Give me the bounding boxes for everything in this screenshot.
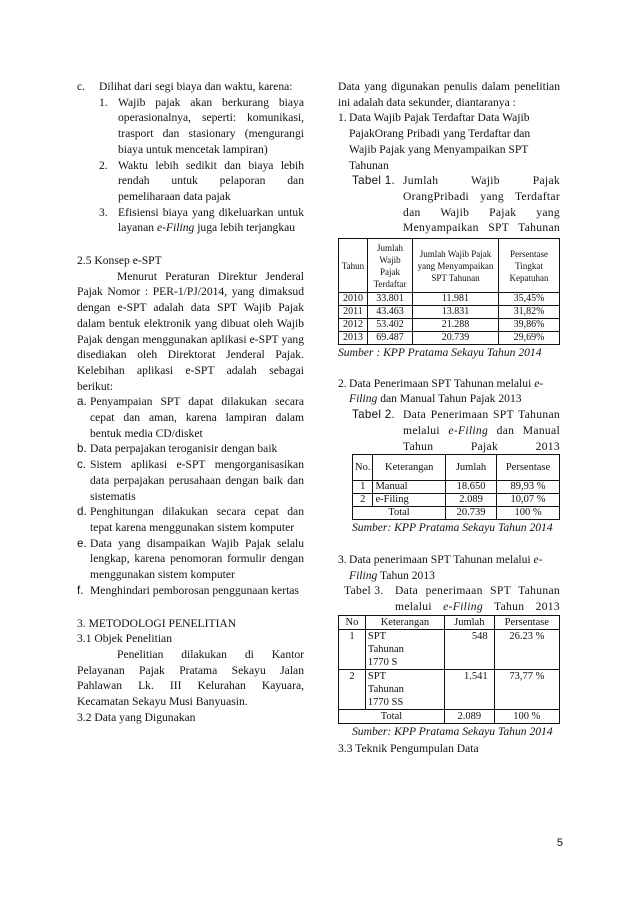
efiling-term: e-Filing (448, 423, 489, 437)
benefit-item (77, 504, 304, 535)
table-2-caption-part: Data Penerimaan SPT Tahunan melalui (403, 408, 560, 437)
table-cell: Manual (373, 481, 446, 494)
page-number: 5 (556, 837, 563, 849)
table-3-source: Sumber: KPP Pratama Sekayu Tahun 2014 (352, 724, 553, 738)
table-1-source: Sumber : KPP Pratama Sekayu Tahun 2014 (338, 346, 542, 360)
table-cell: 100 % (497, 507, 560, 520)
table-2 (352, 454, 560, 520)
table-cell: 2.089 (446, 494, 497, 507)
table-1-header: Jumlah Wajib Pajak yang Menyampaikan SPT Tahunan (413, 239, 499, 293)
benefit-item (77, 457, 304, 504)
left-column (77, 79, 304, 725)
data-item-3-text-part: Tahun 2013 (377, 568, 435, 582)
table-cell: 73,77 % (494, 669, 559, 709)
efiling-term: e-Filing (156, 221, 195, 235)
table-row (339, 669, 560, 709)
table-2-label: Tabel 2. (352, 408, 396, 422)
table-row (339, 319, 560, 332)
table-row (353, 481, 560, 494)
section-2-5-heading: 2.5 Konsep e-SPT (77, 254, 162, 268)
benefit-text: Penghitungan dilakukan secara cepat dan tepat karena menggunakan sistem komputer (90, 505, 304, 534)
table-cell: e-Filing (373, 494, 446, 507)
table-cell: 2010 (339, 293, 368, 306)
benefit-marker: b. (77, 442, 87, 456)
benefit-item (77, 536, 304, 583)
list-item-text-part: Efisiensi biaya yang dikeluarkan untuk layanan (118, 205, 304, 235)
data-item-3-text (349, 552, 560, 583)
table-cell: 2011 (339, 306, 368, 319)
list-item-text (118, 205, 304, 236)
data-item-1-text: Data Wajib Pajak Terdaftar Data Wajib PajakOrang Pribadi yang Terdaftar dan Wajib Pajak yang Menyampaikan SPT Tahunan (349, 111, 531, 172)
data-intro-paragraph: Data yang digunakan penulis dalam penelitian ini adalah data sekunder, diantaranya : (338, 80, 560, 109)
data-item-2-text-part: dan Manual Tahun Pajak 2013 (377, 392, 522, 406)
table-cell: 53.402 (368, 319, 413, 332)
table-cell: 20.739 (446, 507, 497, 520)
table-1 (338, 238, 560, 345)
list-item (99, 158, 304, 205)
table-2-caption-text (403, 407, 560, 454)
efiling-term: e-Filing (349, 552, 543, 582)
table-3-header: Jumlah (444, 615, 494, 629)
benefit-text: Data perpajakan teroganisir dengan baik (90, 442, 278, 456)
list-item-c (77, 79, 304, 236)
list-item-c-text: Dilihat dari segi biaya dan waktu, karena: (99, 80, 293, 93)
table-cell: 31,82% (499, 306, 560, 319)
section-2-5-paragraph: Menurut Peraturan Direktur Jenderal Pajak Nomor : PER-1/PJ/2014, yang dimaksud dengan e-SPT adalah data SPT Wajib Pajak dalam bentuk elektronik yang dibuat oleh Wajib Pajak dengan menggunakan aplikasi e-SPT yang disediakan oleh Direktorat Jenderal Pajak. Kelebihan aplikasi e-SPT adalah sebagai berikut: (77, 269, 304, 393)
benefit-item (77, 394, 304, 441)
table-cell: 11.981 (413, 293, 499, 306)
table-cell: 20.739 (413, 332, 499, 345)
table-1-header: Tahun (339, 239, 368, 293)
data-item-marker: 3. (338, 552, 347, 566)
table-3-header: Keterangan (365, 615, 444, 629)
table-3-caption-part: Tahun 2013 (482, 600, 560, 614)
data-item-2-text (349, 376, 560, 407)
table-cell: 18.650 (446, 481, 497, 494)
section-3-1-heading: 3.1 Objek Penelitian (77, 632, 172, 646)
table-3-label: Tabel 3. (344, 584, 384, 598)
table-row (353, 494, 560, 507)
section-3-1-paragraph: Penelitian dilakukan di Kantor Pelayanan Pajak Pratama Sekayu Jalan Pahlawan Lk. III Kelurahan Kayuara, Kecamatan Sekayu Musi Banyuasin. (77, 647, 304, 709)
table-cell: 2013 (339, 332, 368, 345)
table-cell: Total (353, 507, 446, 520)
table-cell: Total (339, 709, 445, 723)
table-1-caption (352, 173, 560, 236)
table-row (339, 332, 560, 345)
table-cell: 1 (353, 481, 373, 494)
table-row (339, 293, 560, 306)
table-2-header: Keterangan (373, 455, 446, 481)
list-number: 2. (99, 158, 108, 172)
benefit-marker: c. (77, 458, 87, 472)
table-cell: 2.089 (444, 709, 494, 723)
efiling-term: e-Filing (443, 600, 483, 614)
list-number: 3. (99, 205, 108, 219)
table-cell: 2 (339, 669, 366, 709)
table-cell: 2012 (339, 319, 368, 332)
table-cell: 10,07 % (497, 494, 560, 507)
right-column (338, 79, 560, 757)
table-cell: 43.463 (368, 306, 413, 319)
section-3-3-heading: 3.3 Teknik Pengumpulan Data (338, 742, 479, 756)
table-cell: 69.487 (368, 332, 413, 345)
table-cell: 548 (444, 629, 494, 669)
table-2-header: No. (353, 455, 373, 481)
table-2-caption-part: dan Manual Tahun Pajak 2013 (403, 423, 560, 453)
section-3-heading: 3. METODOLOGI PENELITIAN (77, 616, 237, 630)
table-cell: 35,45% (499, 293, 560, 306)
table-3-header: Persentase (494, 615, 559, 629)
table-cell: 13.831 (413, 306, 499, 319)
benefit-text: Sistem aplikasi e-SPT mengorganisasikan data perpajakan perusahaan dengan baik dan sistematis (90, 458, 304, 503)
list-item-text: Wajib pajak akan berkurang biaya operasionalnya, seperti: komunikasi, trasport dan stasionary (mengurangi biaya untuk mencetak lampiran) (118, 95, 304, 156)
table-3-header: No (339, 615, 366, 629)
benefit-text: Data yang disampaikan Wajib Pajak selalu lengkap, karena penomoran formulir dengan menggunakan sistem komputer (90, 536, 304, 582)
list-item-text: Waktu lebih sedikit dan biaya lebih rendah untuk pelaporan dan pemeliharaan data pajak (118, 158, 304, 203)
table-2-header: Jumlah (446, 455, 497, 481)
table-total-row (353, 507, 560, 520)
table-1-header: Jumlah Wajib Pajak Terdaftar (368, 239, 413, 293)
table-cell: 26.23 % (494, 629, 559, 669)
benefit-marker: e. (77, 536, 87, 550)
efiling-term: e-Filing (349, 376, 544, 406)
data-item-1 (338, 110, 560, 173)
section-3-2-heading: 3.2 Data yang Digunakan (77, 710, 196, 724)
table-total-row (339, 709, 560, 723)
table-cell: 39,86% (499, 319, 560, 332)
table-2-source: Sumber: KPP Pratama Sekayu Tahun 2014 (352, 521, 553, 535)
table-cell: 21.288 (413, 319, 499, 332)
table-1-caption-text: Jumlah Wajib Pajak OrangPribadi yang Terdaftar dan Wajib Pajak yang Menyampaikan SPT Tahunan (403, 174, 560, 235)
list-item (99, 205, 304, 236)
data-item-3 (338, 552, 560, 583)
data-item-2 (338, 376, 560, 407)
list-item (99, 95, 304, 158)
table-cell: 1 (339, 629, 366, 669)
table-3 (338, 615, 560, 724)
table-1-header: Persentase Tingkat Kepatuhan (499, 239, 560, 293)
data-item-marker: 1. (338, 111, 347, 125)
list-item-text-part: juga lebih terjangkau (194, 221, 296, 235)
table-2-header: Persentase (497, 455, 560, 481)
data-item-marker: 2. (338, 376, 347, 390)
list-number: 1. (99, 95, 108, 109)
table-cell: SPT Tahunan 1770 S (365, 629, 444, 669)
benefit-item (77, 441, 304, 457)
list-marker: c. (77, 80, 86, 93)
table-3-caption-part: Data penerimaan SPT Tahunan melalui (395, 584, 560, 614)
data-item-2-text-part: Data Penerimaan SPT Tahunan melalui (349, 376, 535, 390)
table-2-caption (352, 407, 560, 454)
benefit-marker: a. (77, 395, 87, 409)
data-item-3-text-part: Data penerimaan SPT Tahunan melalui (349, 552, 534, 566)
table-cell: 2 (353, 494, 373, 507)
table-cell: 1.541 (444, 669, 494, 709)
table-cell: 89,93 % (497, 481, 560, 494)
benefit-item (77, 583, 304, 599)
table-1-label: Tabel 1. (352, 174, 396, 188)
table-cell: 33.801 (368, 293, 413, 306)
table-cell: 29,69% (499, 332, 560, 345)
table-row (339, 629, 560, 669)
benefit-text: Menghindari pemborosan penggunaan kertas (90, 583, 299, 597)
benefit-text: Penyampaian SPT dapat dilakukan secara cepat dan aman, karena lampiran dalam bentuk media CD/disket (90, 395, 304, 440)
benefit-marker: d. (77, 505, 87, 519)
table-cell: SPT Tahunan 1770 SS (365, 669, 444, 709)
table-3-caption (344, 583, 560, 614)
table-row (339, 306, 560, 319)
table-cell: 100 % (494, 709, 559, 723)
table-3-caption-text (395, 583, 560, 614)
benefit-marker: f. (77, 583, 84, 597)
